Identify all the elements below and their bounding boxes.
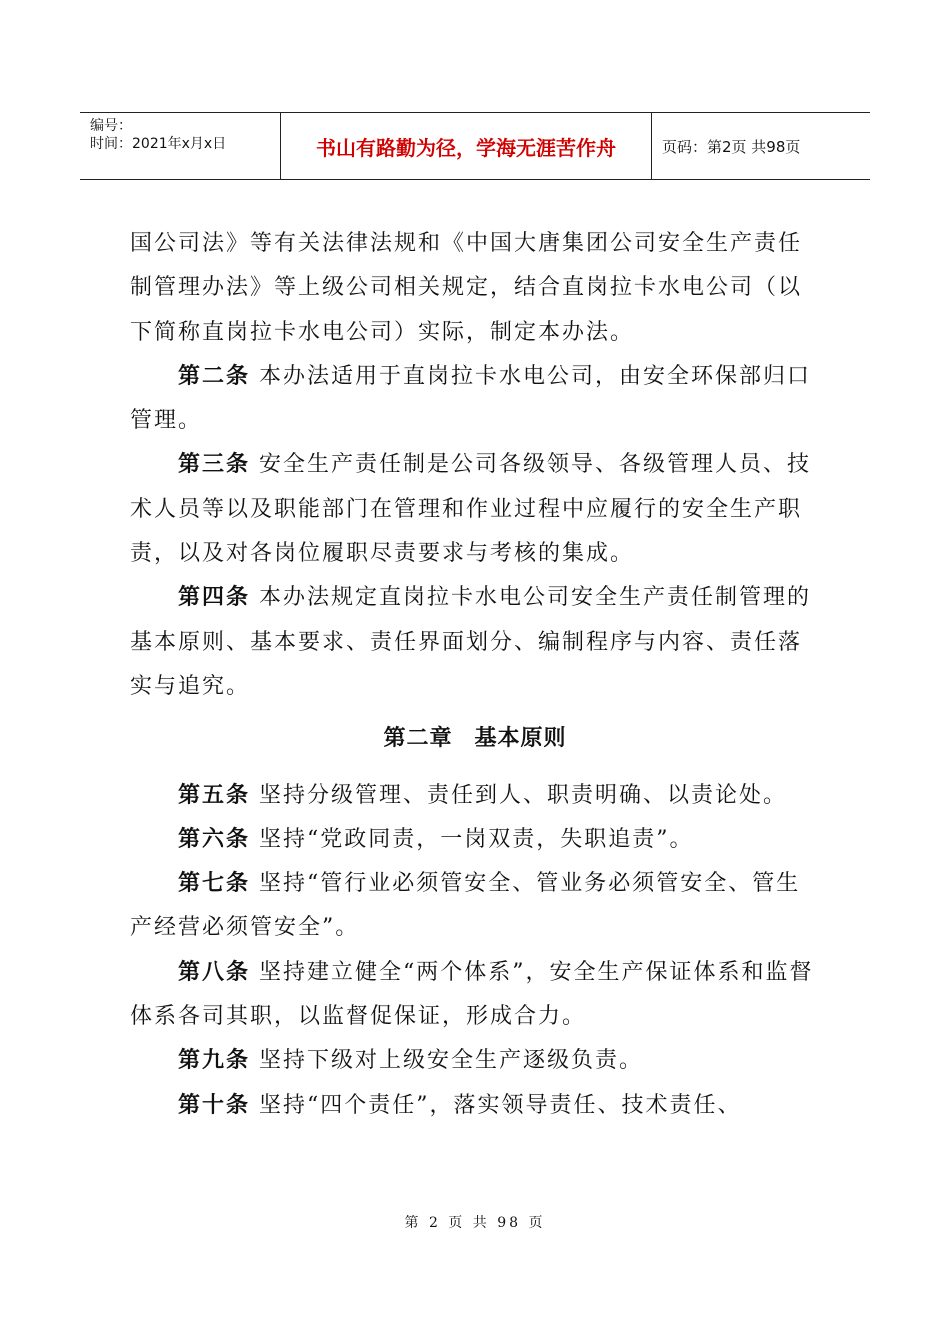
article-label: 第五条 xyxy=(178,782,251,808)
chapter-number: 第二章 xyxy=(383,726,453,752)
article-10 xyxy=(130,1084,820,1128)
article-text: 坚持分级管理、责任到人、职责明确、以责论处。 xyxy=(259,782,788,808)
article-label: 第六条 xyxy=(178,826,251,852)
article-8 xyxy=(130,951,820,1040)
article-2 xyxy=(130,355,820,444)
article-label: 第九条 xyxy=(178,1048,251,1074)
article-label: 第二条 xyxy=(178,363,251,389)
chapter-heading xyxy=(130,717,820,761)
article-text: 坚持“党政同责，一岗双责，失职追责”。 xyxy=(259,826,694,852)
serial-label: 编号： xyxy=(90,118,132,134)
article-4 xyxy=(130,576,820,709)
article-label: 第七条 xyxy=(178,871,251,897)
article-6 xyxy=(130,818,820,862)
article-text: 坚持下级对上级安全生产逐级负责。 xyxy=(259,1048,644,1074)
time-label: 时间：2021年x月x日 xyxy=(90,136,227,152)
article-text: 本办法适用于直岗拉卡水电公司，由安全环保部归口管理。 xyxy=(130,363,812,434)
header-meta xyxy=(80,113,281,179)
page-header xyxy=(80,112,870,180)
article-text: 坚持建立健全“两个体系”，安全生产保证体系和监督体系各司其职，以监督促保证，形成合力。 xyxy=(130,959,814,1030)
article-label: 第三条 xyxy=(178,452,251,478)
article-5 xyxy=(130,774,820,818)
article-3 xyxy=(130,443,820,576)
article-text: 坚持“四个责任”，落实领导责任、技术责任、 xyxy=(259,1092,742,1118)
header-page-info: 页码：第2页 共98页 xyxy=(662,137,801,156)
document-body xyxy=(130,222,820,1128)
article-7 xyxy=(130,862,820,951)
chapter-title: 基本原则 xyxy=(474,726,567,752)
article-label: 第四条 xyxy=(178,585,251,611)
article-9 xyxy=(130,1039,820,1083)
article-text: 安全生产责任制是公司各级领导、各级管理人员、技术人员等以及职能部门在管理和作业过程中应履行的安全生产职责，以及对各岗位履职尽责要求与考核的集成。 xyxy=(130,452,812,567)
article-text: 坚持“管行业必须管安全、管业务必须管安全、管生产经营必须管安全”。 xyxy=(130,871,801,941)
paragraph-continued: 国公司法》等有关法律法规和《中国大唐集团公司安全生产责任制管理办法》等上级公司相关规定，结合直岗拉卡水电公司（以下简称直岗拉卡水电公司）实际，制定本办法。 xyxy=(130,231,803,345)
article-label: 第十条 xyxy=(178,1092,251,1118)
page-footer: 第 2 页 共 98 页 xyxy=(404,1215,546,1231)
header-motto: 书山有路勤为径，学海无涯苦作舟 xyxy=(281,113,652,179)
article-label: 第八条 xyxy=(178,959,251,985)
article-text: 本办法规定直岗拉卡水电公司安全生产责任制管理的基本原则、基本要求、责任界面划分、编制程序与内容、责任落实与追究。 xyxy=(130,585,812,699)
